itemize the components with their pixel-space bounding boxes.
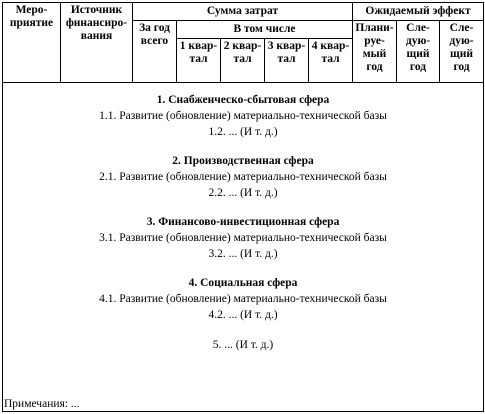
- header-per-year-line1: За год: [139, 22, 170, 34]
- header-quarter-4: [309, 39, 353, 83]
- next2-line: дую-: [449, 35, 474, 47]
- section-3-title: 3. Финансово-инвестиционная сфера: [146, 216, 340, 228]
- section-3-item: 3.1. Развитие (обновление) материально-технической базы: [99, 232, 387, 244]
- header-quarter-1: [177, 39, 221, 83]
- section-4-item: 4.1. Развитие (обновление) материально-технической базы: [99, 293, 387, 305]
- header-event-line1: Меро-: [15, 4, 48, 16]
- header-next-year-1: [397, 21, 440, 83]
- next1-line: щий: [406, 48, 430, 60]
- section-2-item: 2.1. Развитие (обновление) материально-технической базы: [99, 171, 387, 183]
- section-2-sub: 2.2. ... (И т. д.): [208, 187, 278, 199]
- header-per-year-line2: всего: [140, 35, 169, 47]
- header-costs: Сумма затрат: [133, 3, 353, 21]
- header-per-year: [133, 21, 177, 83]
- section-1-sub: 1.2. ... (И т. д.): [208, 126, 278, 138]
- planned-line: Плани-: [355, 22, 394, 34]
- header-next-year-2: [440, 21, 484, 83]
- header-source-line1: Источник: [70, 4, 123, 16]
- next1-line: год: [409, 61, 427, 73]
- next1-line: дую-: [405, 35, 431, 47]
- quarter-3-line1: 3 квар-: [267, 40, 306, 52]
- header-event: [3, 3, 61, 83]
- header-quarter-3: [265, 39, 309, 83]
- section-1: [3, 92, 483, 140]
- section-3-sub: 3.2. ... (И т. д.): [208, 248, 278, 260]
- next2-line: щий: [450, 48, 473, 60]
- header-quarter-2: [221, 39, 265, 83]
- header-planned-year: [353, 21, 397, 83]
- header-event-line2: приятие: [9, 17, 54, 29]
- next1-line: Сле-: [406, 22, 430, 34]
- section-4: [3, 275, 483, 323]
- section-1-item: 1.1. Развитие (обновление) материально-технической базы: [99, 110, 387, 122]
- planned-line: руе-: [364, 35, 385, 47]
- notes: Примечания: ...: [3, 393, 484, 412]
- section-2: [3, 153, 483, 201]
- header-source-line2: финансиро-: [65, 17, 128, 29]
- quarter-3-line2: тал: [277, 53, 296, 65]
- quarter-1-line2: тал: [189, 53, 208, 65]
- header-source: [61, 3, 133, 83]
- table-body: [3, 83, 484, 394]
- next2-line: год: [453, 61, 470, 73]
- quarter-4-line2: тал: [321, 53, 340, 65]
- header-source-line3: вания: [80, 30, 113, 42]
- quarter-1-line1: 1 квар-: [179, 40, 218, 52]
- header-effect: Ожидаемый эффект: [353, 3, 484, 21]
- planned-line: год: [366, 61, 383, 73]
- section-4-sub: 4.2. ... (И т. д.): [208, 309, 278, 321]
- quarter-2-line1: 2 квар-: [223, 40, 262, 52]
- final-item: 5. ... (И т. д.): [212, 339, 274, 351]
- section-2-title: 2. Производственная сфера: [172, 155, 314, 167]
- section-3: [3, 214, 483, 262]
- next2-line: Сле-: [449, 22, 474, 34]
- quarter-2-line2: тал: [233, 53, 252, 65]
- quarter-4-line1: 4 квар-: [311, 40, 350, 52]
- section-1-title: 1. Снабженческо-сбытовая сфера: [156, 94, 330, 106]
- plan-table: [2, 2, 484, 412]
- section-4-title: 4. Социальная сфера: [188, 277, 298, 289]
- header-including: В том числе: [177, 21, 353, 39]
- planned-line: мый: [362, 48, 387, 60]
